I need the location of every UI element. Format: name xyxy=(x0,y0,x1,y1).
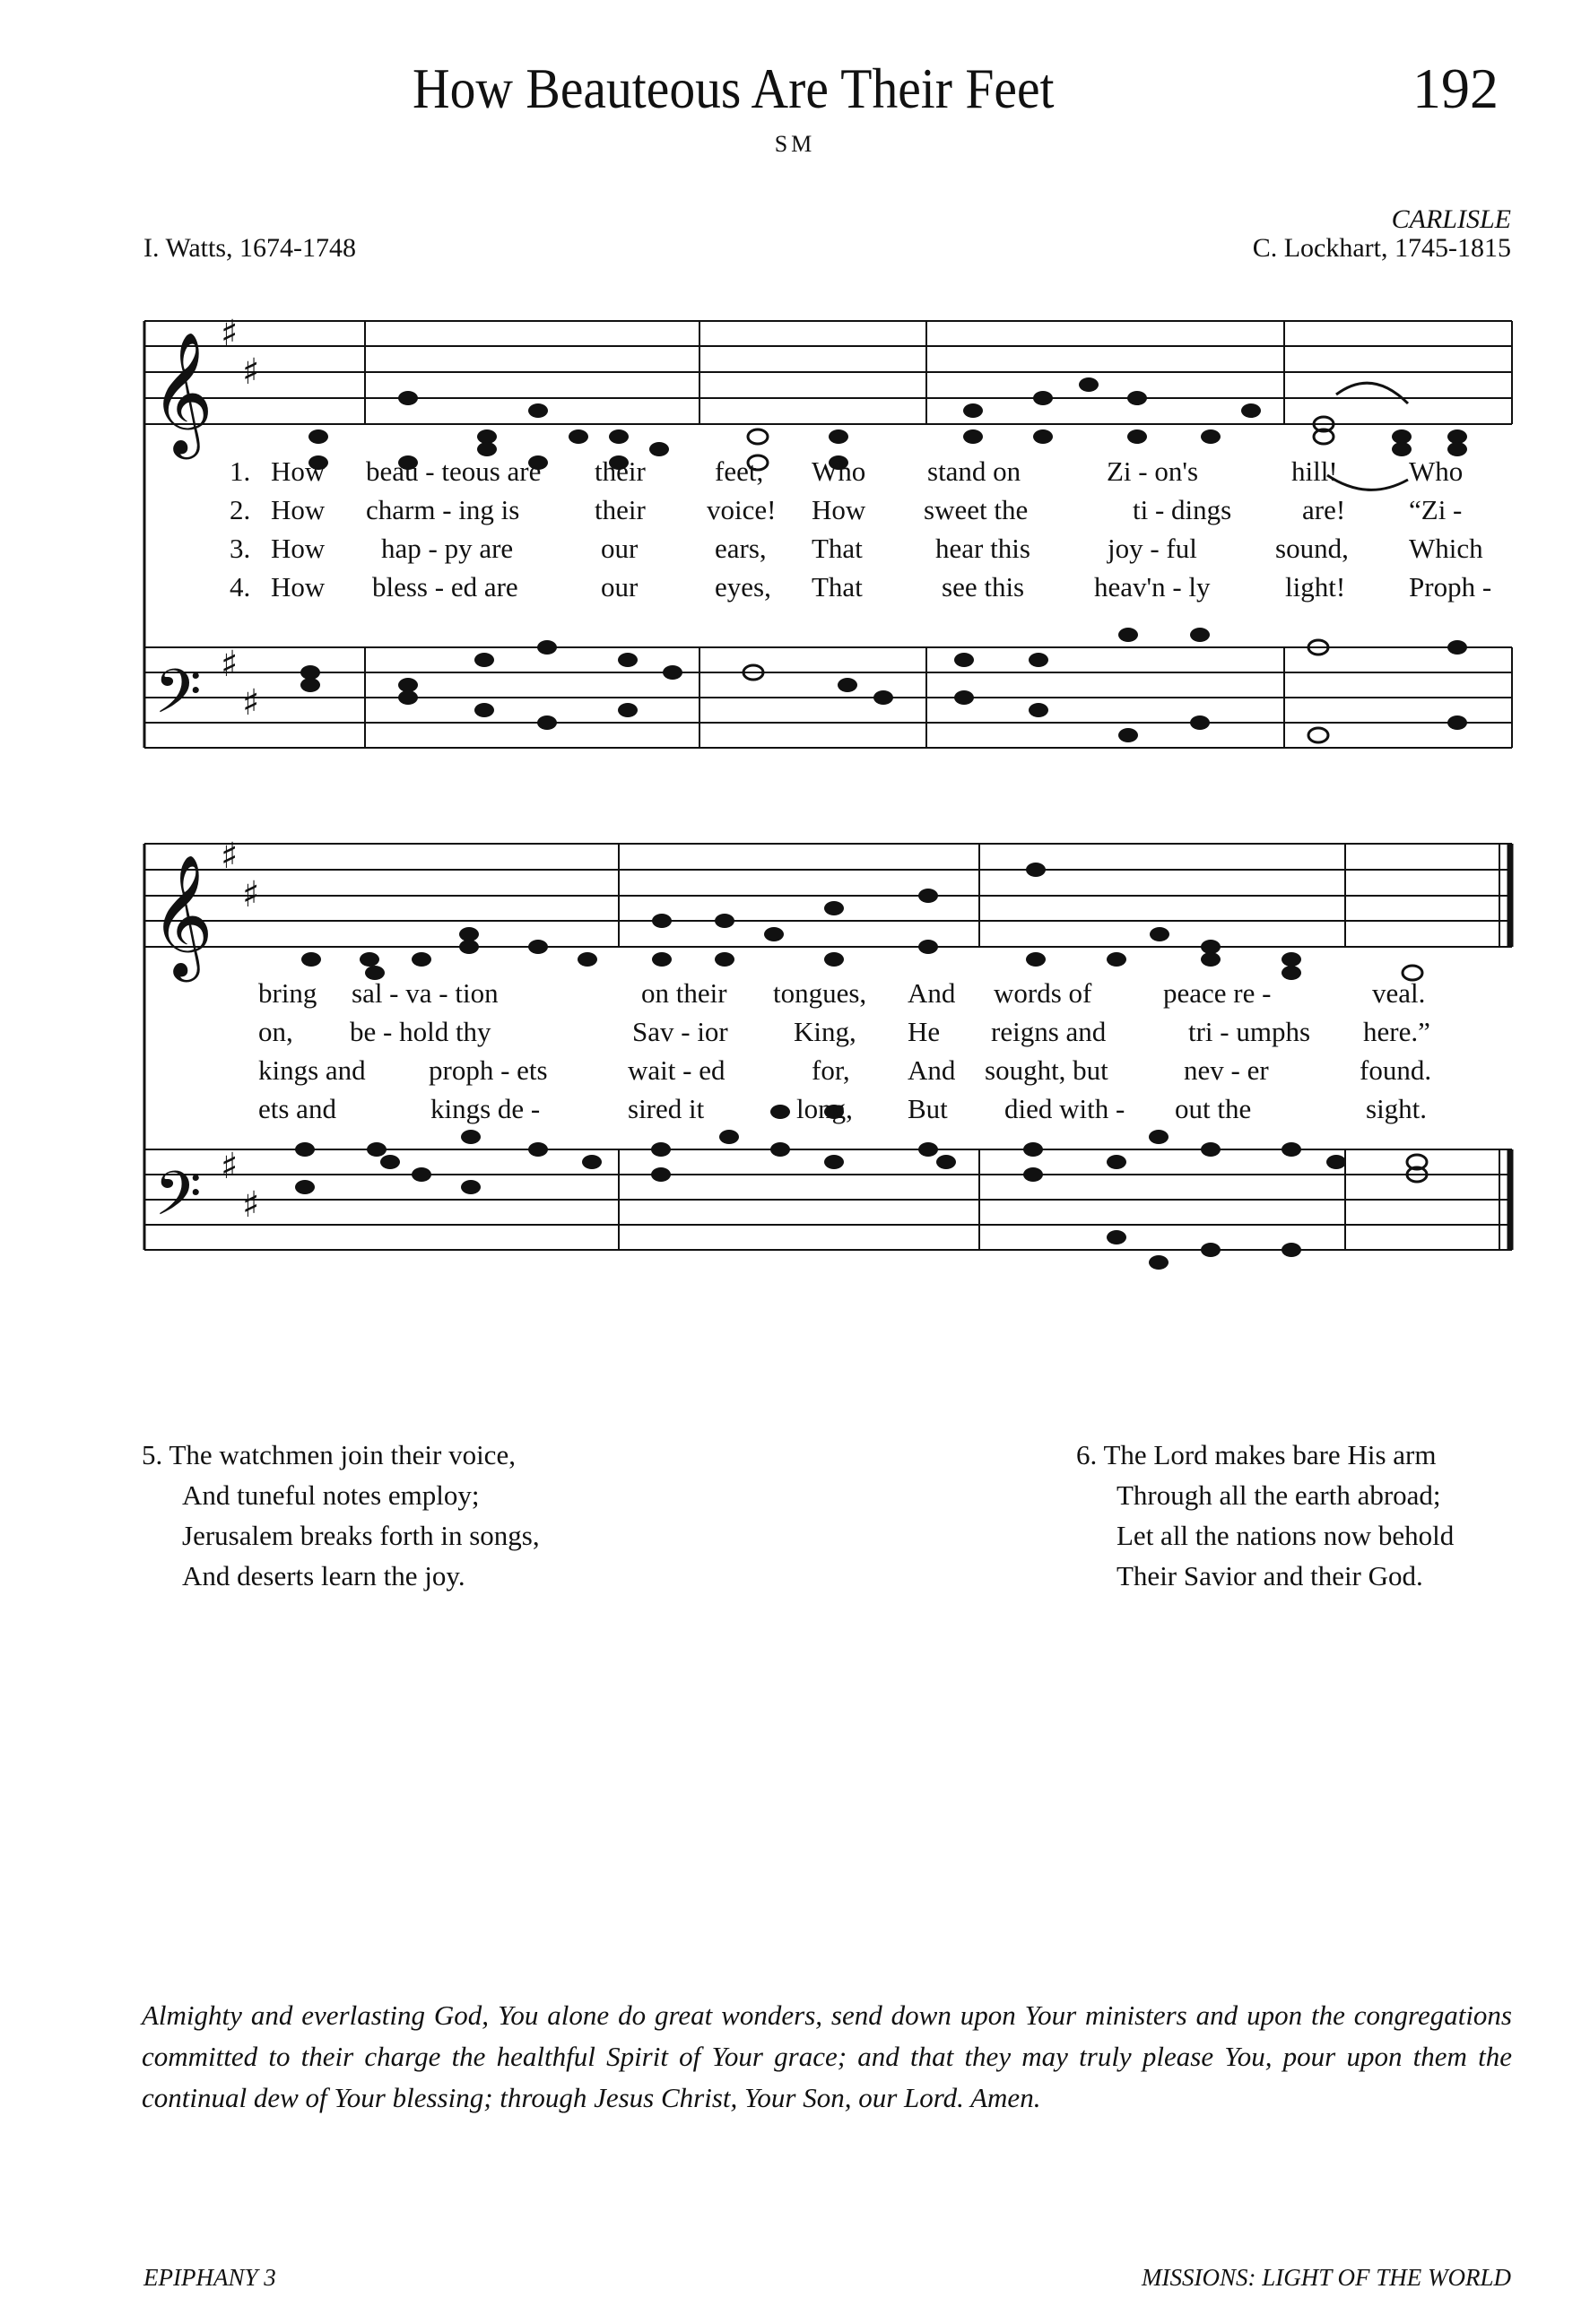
footer-season: EPIPHANY 3 xyxy=(143,2264,276,2291)
treble-clef-icon: 𝄞 xyxy=(151,330,213,454)
stanza-line: Through all the earth abroad; xyxy=(1116,1479,1441,1511)
verse-1-line: 1. How beau - teous are their feet, Who stand on Zi - on's hill! Who xyxy=(230,455,1464,487)
stanza-line: 5. The watchmen join their voice, xyxy=(142,1439,516,1470)
verse-3-line: kings and proph - ets wait - ed for, And sought, but nev - er found. xyxy=(258,1054,1432,1086)
meter: SM xyxy=(774,131,816,157)
stanza-line: Their Savior and their God. xyxy=(1116,1560,1423,1591)
system1-treble-staff xyxy=(144,321,1512,424)
verse-2-line: on, be - hold thy Sav - ior King, He reigns and tri - umphs here.” xyxy=(258,1016,1430,1047)
stanza-line: And tuneful notes employ; xyxy=(182,1479,480,1511)
verse-4-line: ets and kings de - sired it long, But died with - out the sight. xyxy=(258,1093,1428,1124)
svg-text:♯: ♯ xyxy=(242,351,260,393)
stanza-line: And deserts learn the joy. xyxy=(182,1560,465,1591)
system2-treble-staff xyxy=(144,844,1512,947)
stanza-5 xyxy=(142,1435,540,1596)
collect-prayer: Almighty and everlasting God, You alone do great wonders, send down upon Your ministers and upon the congregations committed to their charge the healthful Spirit of Your grace; and that they may truly please You, pour upon them the continual dew of Your blessing; through Jesus Christ, Your Son, our Lord. Amen. xyxy=(142,1999,1512,2113)
system1-bass-staff xyxy=(144,647,1512,748)
stanza-line: Jerusalem breaks forth in songs, xyxy=(182,1520,540,1551)
stanza-line: 6. The Lord makes bare His arm xyxy=(1076,1439,1437,1470)
svg-text:♯: ♯ xyxy=(242,1184,260,1226)
verse-1-line: bring sal - va - tion on their tongues, And words of peace re - veal. xyxy=(258,977,1426,1009)
composer: C. Lockhart, 1745-1815 xyxy=(1252,233,1511,263)
text-author: I. Watts, 1674-1748 xyxy=(143,233,357,263)
hymn-number: 192 xyxy=(1412,56,1499,120)
svg-text:♯: ♯ xyxy=(221,313,239,354)
svg-text:♯: ♯ xyxy=(221,644,239,685)
bass-clef-icon: 𝄢 xyxy=(154,657,202,742)
svg-text:♯: ♯ xyxy=(242,682,260,724)
hymn-title: How Beauteous Are Their Feet xyxy=(413,56,1055,120)
verse-4-line: 4. How bless - ed are our eyes, That see this heav'n - ly light! Proph - xyxy=(230,571,1492,603)
footer-category: MISSIONS: LIGHT OF THE WORLD xyxy=(1141,2264,1511,2291)
svg-text:♯: ♯ xyxy=(221,836,239,877)
verse-3-line: 3. How hap - py are our ears, That hear this joy - ful sound, Which xyxy=(230,533,1483,564)
treble-clef-icon: 𝄞 xyxy=(151,853,213,976)
stanza-line: Let all the nations now behold xyxy=(1116,1520,1455,1551)
bass-clef-icon: 𝄢 xyxy=(154,1159,202,1244)
verse-2-line: 2. How charm - ing is their voice! How sweet the ti - dings are! “Zi - xyxy=(230,494,1463,525)
tune-name: CARLISLE xyxy=(1391,204,1511,234)
svg-text:♯: ♯ xyxy=(221,1146,239,1187)
stanza-6 xyxy=(1076,1435,1454,1596)
svg-text:♯: ♯ xyxy=(242,874,260,915)
